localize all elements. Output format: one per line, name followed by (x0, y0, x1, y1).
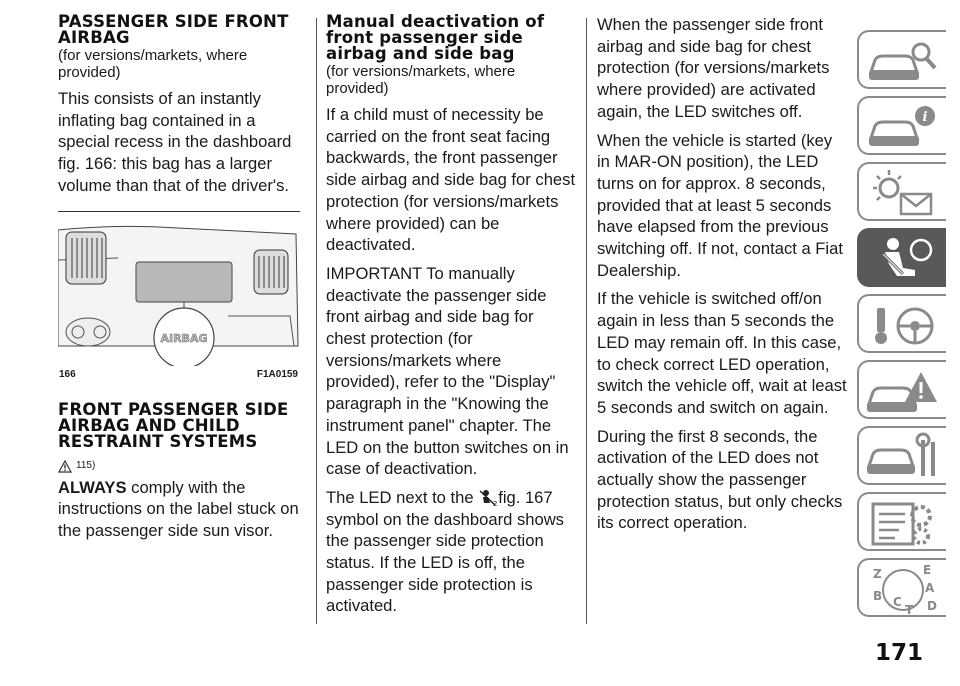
tab-warning-lights[interactable] (857, 162, 946, 221)
heading-manual-deactivation: Manual deactivation of front passenger side airbag and side bag (326, 12, 545, 63)
subheading-versions-2: (for versions/markets, where provided) (326, 63, 516, 97)
figure-code: F1A0159 (256, 368, 298, 380)
svg-text:D: D (927, 599, 937, 613)
tab-index[interactable] (857, 558, 946, 617)
heading-child-restraint: FRONT PASSENGER SIDE AIRBAG AND CHILD RESTRAINT SYSTEMS (58, 399, 289, 451)
svg-text:E: E (923, 563, 932, 577)
note-reference: 115) (76, 459, 96, 471)
svg-text:B: B (873, 589, 883, 603)
subheading-versions: (for versions/markets, where provided) (58, 47, 248, 81)
dashboard-illustration (58, 220, 300, 366)
chapter-tabs (857, 30, 946, 624)
svg-text:2: 2 (493, 499, 498, 507)
key-steering-wheel-icon (859, 296, 948, 355)
svg-text:Z: Z (873, 567, 882, 581)
column-2 (326, 14, 576, 624)
always-label: ALWAYS (58, 477, 127, 497)
column-1 (58, 14, 306, 549)
car-service-icon (859, 428, 948, 487)
passenger-airbag-off-icon (478, 489, 498, 507)
paragraph-switched-off-on: If the vehicle is switched off/on again in less than 5 seconds the LED may remain off. In this case, to check correct LED operation, switch the vehicle off, wait at least 5 seconds and switch on again. (597, 289, 847, 417)
svg-text:AIRBAG: AIRBAG (160, 331, 208, 345)
paragraph-airbag-description: This consists of an instantly inflating bag contained in a special recess in the dashboard fig. 166: this bag has a larger volume than that of the driver's. (58, 89, 292, 195)
heading-passenger-airbag: PASSENGER SIDE FRONT AIRBAG (58, 12, 289, 47)
alphabetical-index-icon (859, 560, 948, 619)
tab-instrument-panel[interactable] (857, 96, 946, 155)
paragraph-first-8-seconds: During the first 8 seconds, the activation of the LED does not actually show the passenger protection status, but only checks its correct operation. (597, 426, 843, 533)
tab-knowing-your-vehicle[interactable] (857, 30, 946, 89)
tab-safety[interactable] (857, 228, 946, 287)
technical-data-icon (859, 494, 948, 553)
always-text: comply with the instructions on the label stuck on the passenger side sun visor. (58, 477, 299, 540)
car-info-icon (859, 98, 948, 157)
paragraph-important: IMPORTANT To manually deactivate the passenger side front airbag and side bag for chest protection (for versions/markets where provided), refer to the "Display" paragraph in the "Knowing the instrument panel" chapter. The LED on the button switches on in case of deactivation. (326, 263, 569, 479)
paragraph-reactivated: When the passenger side front airbag and side bag for chest protection (for versions/markets where provided) are activated again, the LED switches off. (597, 15, 830, 121)
warning-note (58, 460, 306, 473)
figure-166 (58, 211, 300, 380)
page-number: 171 (875, 640, 924, 666)
warning-triangle-icon (58, 460, 72, 473)
seatbelt-airbag-icon (859, 230, 948, 289)
paragraph-led-status (326, 487, 576, 617)
paragraph-child-backwards: If a child must of necessity be carried on the front seat facing backwards, the front passenger side airbag and side bag for chest protection (for versions/markets where provided) can be deactivated. (326, 105, 576, 255)
paragraph-always (58, 477, 306, 542)
figure-number: 166 (59, 368, 76, 380)
tab-starting-driving[interactable] (857, 294, 946, 353)
warning-lights-icon (859, 164, 948, 223)
svg-text:C: C (893, 595, 902, 609)
column-divider-2 (586, 18, 587, 624)
car-warning-icon (859, 362, 948, 421)
tab-in-an-emergency[interactable] (857, 360, 946, 419)
svg-text:T: T (905, 603, 914, 617)
column-divider-1 (316, 18, 317, 624)
column-3 (597, 14, 849, 541)
paragraph-vehicle-started: When the vehicle is started (key in MAR-ON position), the LED turns on for approx. 8 seconds, provided that at least 5 seconds have elapsed from the previous switching off. If not, contact a Fiat Dealership. (597, 130, 843, 280)
svg-text:i: i (922, 110, 928, 125)
car-search-icon (859, 32, 948, 91)
tab-technical-specifications[interactable] (857, 492, 946, 551)
led-text-after: fig. 167 symbol on the dashboard shows the passenger side protection status. If the LED is off, the passenger side protection is activated. (326, 487, 564, 616)
led-text-before: The LED next to the (326, 487, 479, 507)
tab-servicing-care[interactable] (857, 426, 946, 485)
svg-text:A: A (925, 581, 935, 595)
